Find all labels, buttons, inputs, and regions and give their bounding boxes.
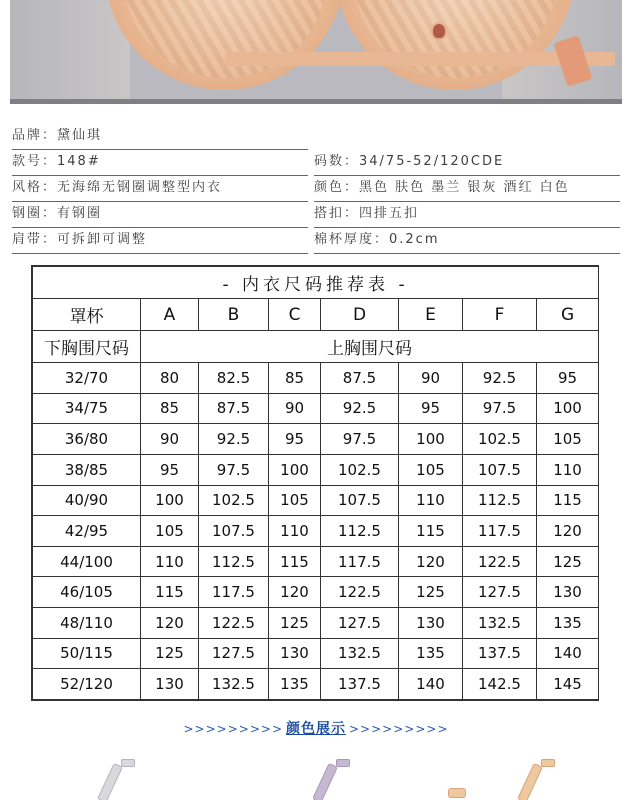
cup-label: 罩杯 xyxy=(33,299,141,331)
table-title-row xyxy=(33,267,599,299)
spec-row xyxy=(12,150,622,176)
upper-bust-value: 145 xyxy=(537,669,599,700)
color-thumbnail-fragment xyxy=(448,788,468,800)
upper-bust-value: 122.5 xyxy=(463,546,537,577)
cup-header: C xyxy=(269,299,321,331)
strap-shape xyxy=(312,763,338,800)
upper-bust-value: 105 xyxy=(269,485,321,516)
upper-bust-value: 95 xyxy=(269,424,321,455)
upper-bust-value: 130 xyxy=(537,577,599,608)
upper-bust-value: 100 xyxy=(269,454,321,485)
table-row xyxy=(33,393,599,424)
color-thumbnail-lilac[interactable] xyxy=(310,755,370,800)
color-thumbnail-nude[interactable] xyxy=(515,755,575,800)
table-title: - 内衣尺码推荐表 - xyxy=(33,267,599,299)
under-bust-size: 36/80 xyxy=(33,424,141,455)
upper-bust-value: 135 xyxy=(269,669,321,700)
upper-bust-value: 95 xyxy=(399,393,463,424)
strap-shape xyxy=(448,788,466,798)
upper-bust-value: 115 xyxy=(537,485,599,516)
upper-bust-value: 125 xyxy=(141,638,199,669)
table-row xyxy=(33,577,599,608)
under-bust-size: 32/70 xyxy=(33,363,141,394)
under-bust-size: 52/120 xyxy=(33,669,141,700)
upper-bust-value: 102.5 xyxy=(199,485,269,516)
upper-bust-value: 107.5 xyxy=(321,485,399,516)
under-bust-label: 下胸围尺码 xyxy=(33,331,141,363)
table-row xyxy=(33,516,599,547)
upper-bust-value: 120 xyxy=(537,516,599,547)
cup-header: D xyxy=(321,299,399,331)
upper-bust-value: 135 xyxy=(537,608,599,639)
spec-list xyxy=(12,124,622,254)
upper-bust-value: 112.5 xyxy=(463,485,537,516)
upper-bust-value: 130 xyxy=(269,638,321,669)
spec-row xyxy=(12,176,622,202)
upper-bust-value: 110 xyxy=(399,485,463,516)
table-row xyxy=(33,485,599,516)
upper-bust-value: 87.5 xyxy=(321,363,399,394)
spec-brand: 品牌：黛仙琪 xyxy=(12,124,308,150)
upper-bust-value: 112.5 xyxy=(321,516,399,547)
spec-row xyxy=(12,124,622,150)
table-row xyxy=(33,363,599,394)
spec-row xyxy=(12,228,622,254)
spec-cup-thickness: 棉杯厚度：0.2cm xyxy=(314,228,620,254)
bra-image xyxy=(105,0,575,90)
spec-sizes: 码数：34/75-52/120CDE xyxy=(314,150,620,176)
upper-bust-value: 97.5 xyxy=(199,454,269,485)
under-bust-size: 42/95 xyxy=(33,516,141,547)
upper-bust-value: 92.5 xyxy=(321,393,399,424)
under-bust-size: 48/110 xyxy=(33,608,141,639)
spec-hooks: 搭扣：四排五扣 xyxy=(314,202,620,228)
upper-bust-value: 130 xyxy=(141,669,199,700)
under-bust-size: 40/90 xyxy=(33,485,141,516)
spec-underwire: 钢圈：有钢圈 xyxy=(12,202,308,228)
upper-bust-value: 102.5 xyxy=(463,424,537,455)
under-bust-size: 50/115 xyxy=(33,638,141,669)
upper-bust-value: 107.5 xyxy=(463,454,537,485)
size-chart xyxy=(31,265,599,701)
upper-bust-value: 137.5 xyxy=(321,669,399,700)
color-section-header xyxy=(0,718,632,744)
arrows-left: >>>>>>>>> xyxy=(183,722,283,736)
under-bust-size: 38/85 xyxy=(33,454,141,485)
cup-header: F xyxy=(463,299,537,331)
table-row xyxy=(33,424,599,455)
product-photo xyxy=(0,0,632,112)
upper-bust-value: 90 xyxy=(269,393,321,424)
upper-bust-value: 97.5 xyxy=(321,424,399,455)
upper-bust-value: 92.5 xyxy=(199,424,269,455)
upper-bust-value: 132.5 xyxy=(321,638,399,669)
upper-bust-value: 92.5 xyxy=(463,363,537,394)
cup-header: G xyxy=(537,299,599,331)
clip-shape xyxy=(541,759,555,767)
table-row xyxy=(33,454,599,485)
bra-center-ornament xyxy=(433,24,445,38)
upper-bust-value: 85 xyxy=(269,363,321,394)
upper-bust-value: 132.5 xyxy=(463,608,537,639)
clip-shape xyxy=(336,759,350,767)
spec-style: 风格：无海绵无钢圈调整型内衣 xyxy=(12,176,308,202)
strap-shape xyxy=(97,763,123,800)
cup-header: A xyxy=(141,299,199,331)
upper-bust-value: 110 xyxy=(141,546,199,577)
cup-header: E xyxy=(399,299,463,331)
upper-bust-value: 115 xyxy=(399,516,463,547)
spec-colors: 颜色：黑色 肤色 墨兰 银灰 酒红 白色 xyxy=(314,176,620,202)
upper-bust-value: 105 xyxy=(141,516,199,547)
under-bust-size: 46/105 xyxy=(33,577,141,608)
upper-bust-value: 115 xyxy=(141,577,199,608)
upper-bust-value: 140 xyxy=(537,638,599,669)
upper-bust-value: 125 xyxy=(269,608,321,639)
upper-bust-value: 130 xyxy=(399,608,463,639)
under-bust-size: 34/75 xyxy=(33,393,141,424)
upper-bust-value: 90 xyxy=(141,424,199,455)
spec-model-number: 款号：148# xyxy=(12,150,308,176)
upper-bust-value: 95 xyxy=(537,363,599,394)
upper-bust-value: 100 xyxy=(141,485,199,516)
upper-bust-value: 107.5 xyxy=(199,516,269,547)
upper-bust-value: 117.5 xyxy=(199,577,269,608)
table-row xyxy=(33,638,599,669)
upper-bust-value: 135 xyxy=(399,638,463,669)
cup-header-row xyxy=(33,299,599,331)
upper-bust-value: 112.5 xyxy=(199,546,269,577)
spec-straps: 肩带：可拆卸可调整 xyxy=(12,228,308,254)
upper-bust-value: 140 xyxy=(399,669,463,700)
upper-bust-value: 117.5 xyxy=(463,516,537,547)
cup-header: B xyxy=(199,299,269,331)
bra-cup-right xyxy=(335,0,575,90)
upper-bust-value: 97.5 xyxy=(463,393,537,424)
upper-bust-value: 115 xyxy=(269,546,321,577)
photo-frame xyxy=(10,0,622,104)
upper-bust-value: 120 xyxy=(399,546,463,577)
arrows-right: >>>>>>>>> xyxy=(349,722,449,736)
upper-bust-value: 95 xyxy=(141,454,199,485)
size-table xyxy=(32,266,599,700)
clip-shape xyxy=(121,759,135,767)
upper-bust-value: 87.5 xyxy=(199,393,269,424)
measure-header-row xyxy=(33,331,599,363)
upper-bust-value: 110 xyxy=(269,516,321,547)
upper-bust-value: 82.5 xyxy=(199,363,269,394)
upper-bust-value: 85 xyxy=(141,393,199,424)
upper-bust-value: 110 xyxy=(537,454,599,485)
upper-bust-value: 105 xyxy=(399,454,463,485)
color-thumbnail-white[interactable] xyxy=(95,755,155,800)
upper-bust-value: 105 xyxy=(537,424,599,455)
upper-bust-value: 122.5 xyxy=(321,577,399,608)
upper-bust-value: 127.5 xyxy=(463,577,537,608)
upper-bust-value: 125 xyxy=(537,546,599,577)
upper-bust-value: 117.5 xyxy=(321,546,399,577)
under-bust-size: 44/100 xyxy=(33,546,141,577)
bra-cup-left xyxy=(105,0,345,90)
upper-bust-value: 120 xyxy=(141,608,199,639)
color-section-title: 颜色展示 xyxy=(286,721,346,737)
table-row xyxy=(33,669,599,700)
upper-bust-value: 102.5 xyxy=(321,454,399,485)
upper-bust-value: 80 xyxy=(141,363,199,394)
spec-row xyxy=(12,202,622,228)
upper-bust-value: 122.5 xyxy=(199,608,269,639)
upper-bust-label: 上胸围尺码 xyxy=(141,331,599,363)
upper-bust-value: 100 xyxy=(537,393,599,424)
upper-bust-value: 142.5 xyxy=(463,669,537,700)
strap-shape xyxy=(517,763,543,800)
upper-bust-value: 127.5 xyxy=(199,638,269,669)
upper-bust-value: 100 xyxy=(399,424,463,455)
table-row xyxy=(33,608,599,639)
upper-bust-value: 127.5 xyxy=(321,608,399,639)
upper-bust-value: 120 xyxy=(269,577,321,608)
upper-bust-value: 90 xyxy=(399,363,463,394)
table-row xyxy=(33,546,599,577)
upper-bust-value: 125 xyxy=(399,577,463,608)
upper-bust-value: 137.5 xyxy=(463,638,537,669)
upper-bust-value: 132.5 xyxy=(199,669,269,700)
